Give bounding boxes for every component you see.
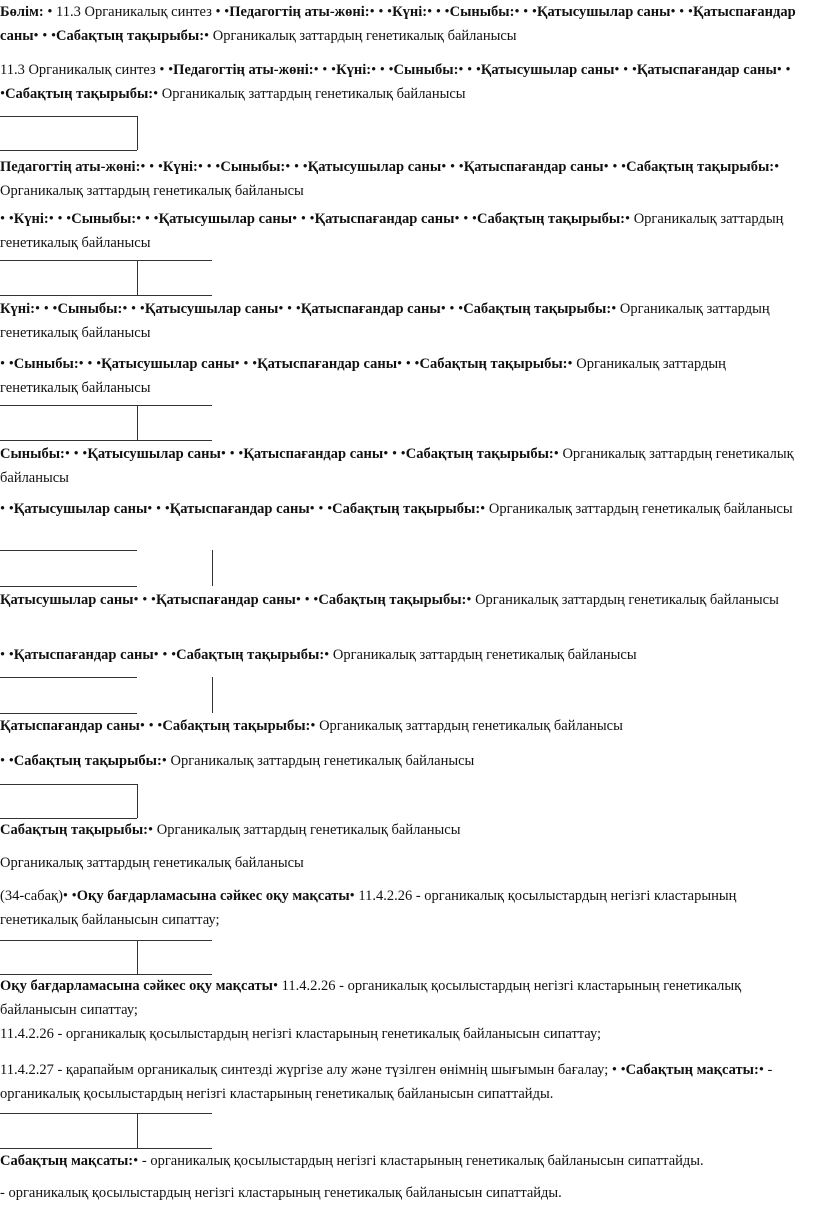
- text-block-6: • •Сыныбы:• • •Қатысушылар саны• • •Қатыспағандар саны• • •Сабақтың тақырыбы:• Органикалық заттардың генетикалық байланысы: [0, 356, 726, 396]
- table-rule: [137, 784, 138, 818]
- text-block-17: 11.4.2.26 - органикалық қосылыстардың негізгі кластарының генетикалық байланысын сипаттау;: [0, 1026, 602, 1042]
- text-block-15: (34-сабақ)• •Оқу бағдарламасына сәйкес оқу мақсаты• 11.4.2.26 - органикалық қосылыстардың негізгі кластарының генетикалық байланысын сипаттау;: [0, 888, 737, 928]
- text-block-20: - органикалық қосылыстардың негізгі кластарының генетикалық байланысын сипаттайды.: [0, 1185, 562, 1201]
- text-block-9: Қатысушылар саны• • •Қатыспағандар саны• • •Сабақтың тақырыбы:• Органикалық заттардың генетикалық байланысы: [0, 592, 779, 608]
- table-rule: [0, 550, 137, 551]
- table-rule: [0, 440, 212, 441]
- table-rule: [137, 940, 138, 974]
- table-rule: [212, 550, 213, 586]
- table-rule: [0, 405, 212, 406]
- table-rule: [137, 405, 138, 440]
- table-rule: [0, 1113, 212, 1114]
- text-block-1: Бөлім: • 11.3 Органикалық синтез • •Педагогтің аты-жөні:• • •Күні:• • •Сыныбы:• • •Қатысушылар саны• • •Қатыспағандар саны• • •Сабақтың тақырыбы:• Органикалық заттардың генетикалық байланысы: [0, 4, 796, 44]
- table-rule: [0, 940, 212, 941]
- table-rule: [137, 1113, 138, 1148]
- text-block-19: Сабақтың мақсаты:• - органикалық қосылыстардың негізгі кластарының генетикалық байланысын сипаттайды.: [0, 1153, 704, 1169]
- text-block-11: Қатыспағандар саны• • •Сабақтың тақырыбы:• Органикалық заттардың генетикалық байланысы: [0, 718, 623, 734]
- table-rule: [137, 116, 138, 150]
- table-rule: [212, 677, 213, 713]
- text-block-10: • •Қатыспағандар саны• • •Сабақтың тақырыбы:• Органикалық заттардың генетикалық байланысы: [0, 647, 637, 663]
- text-block-4: • •Күні:• • •Сыныбы:• • •Қатысушылар саны• • •Қатыспағандар саны• • •Сабақтың тақырыбы:• Органикалық заттардың генетикалық байланысы: [0, 211, 784, 251]
- text-block-5: Күні:• • •Сыныбы:• • •Қатысушылар саны• • •Қатыспағандар саны• • •Сабақтың тақырыбы:• Органикалық заттардың генетикалық байланысы: [0, 301, 770, 341]
- table-rule: [0, 677, 137, 678]
- table-rule: [137, 260, 138, 295]
- text-block-2: 11.3 Органикалық синтез • •Педагогтің аты-жөні:• • •Күні:• • •Сыныбы:• • •Қатысушылар саны• • •Қатыспағандар саны• • •Сабақтың тақырыбы:• Органикалық заттардың генетикалық байланысы: [0, 62, 791, 102]
- text-block-7: Сыныбы:• • •Қатысушылар саны• • •Қатыспағандар саны• • •Сабақтың тақырыбы:• Органикалық заттардың генетикалық байланысы: [0, 446, 794, 486]
- text-block-12: • •Сабақтың тақырыбы:• Органикалық заттардың генетикалық байланысы: [0, 753, 475, 769]
- table-rule: [0, 260, 212, 261]
- text-block-8: • •Қатысушылар саны• • •Қатыспағандар саны• • •Сабақтың тақырыбы:• Органикалық заттардың генетикалық байланысы: [0, 501, 793, 517]
- table-rule: [0, 784, 137, 785]
- table-rule: [0, 586, 137, 587]
- text-block-14: Органикалық заттардың генетикалық байланысы: [0, 855, 304, 871]
- text-block-13: Сабақтың тақырыбы:• Органикалық заттардың генетикалық байланысы: [0, 822, 461, 838]
- table-rule: [0, 116, 137, 117]
- text-block-3: Педагогтің аты-жөні:• • •Күні:• • •Сыныбы:• • •Қатысушылар саны• • •Қатыспағандар саны• • •Сабақтың тақырыбы:• Органикалық заттардың генетикалық байланысы: [0, 159, 780, 199]
- text-block-16: Оқу бағдарламасына сәйкес оқу мақсаты• 11.4.2.26 - органикалық қосылыстардың негізгі кластарының генетикалық байланысын сипаттау;: [0, 978, 742, 1018]
- table-rule: [0, 295, 212, 296]
- table-rule: [0, 150, 137, 151]
- text-block-18: 11.4.2.27 - қарапайым органикалық синтезді жүргізе алу және түзілген өнімнің шығымын бағалау; • •Сабақтың мақсаты:• - органикалық қосылыстардың негізгі кластарының генетикалық байланысын сипаттайды.: [0, 1062, 773, 1102]
